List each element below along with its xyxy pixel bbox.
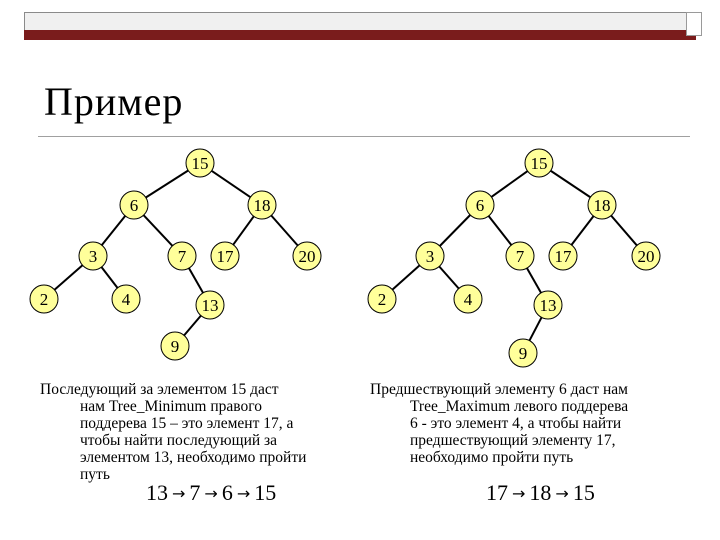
tree-node-label: 9 xyxy=(170,337,180,356)
tree-node-label: 9 xyxy=(518,344,528,363)
tree-edge xyxy=(144,215,173,246)
tree-node-label: 13 xyxy=(539,296,557,315)
tree-node-label: 3 xyxy=(425,247,435,266)
right-line-3: предшествующий элементу 17, xyxy=(410,432,616,449)
tree-edge xyxy=(611,216,637,246)
tree-edge xyxy=(439,266,458,288)
tree-node-label: 20 xyxy=(637,247,655,266)
tree-node-label: 2 xyxy=(39,290,49,309)
tree-edge xyxy=(271,215,297,245)
right-line-4: необходимо пройти путь xyxy=(410,449,574,466)
right-path-step-0: 17 xyxy=(486,480,508,505)
tree-edge xyxy=(146,171,188,198)
right-path-step-1: 18 xyxy=(529,480,552,505)
tree-node-label: 17 xyxy=(554,247,572,266)
tree-node-label: 18 xyxy=(593,196,611,215)
left-line-5: путь xyxy=(80,466,110,483)
tree-edge xyxy=(102,216,125,245)
left-path-step-0: 13 xyxy=(146,480,168,505)
tree-node-label: 3 xyxy=(88,247,98,266)
tree-edge xyxy=(529,317,541,340)
right-line-0: Предшествующий элементу 6 даст нам xyxy=(370,381,628,398)
tree-edge xyxy=(551,171,591,197)
left-path-step-2: 6 xyxy=(221,480,233,505)
tree-node-label: 13 xyxy=(201,296,219,315)
left-line-0: Последующий за элементом 15 даст xyxy=(40,381,279,398)
tree-edge xyxy=(489,216,512,245)
tree-edge xyxy=(184,316,201,336)
tree-edge xyxy=(392,265,419,289)
left-description xyxy=(40,381,360,483)
left-line-4: элементом 13, необходимо пройти xyxy=(80,449,307,466)
left-line-3: чтобы найти последующий за xyxy=(80,432,278,449)
tree-node-label: 6 xyxy=(475,196,485,215)
tree-edge xyxy=(491,171,527,197)
tree-node-label: 15 xyxy=(530,154,548,173)
arrow-icon: → xyxy=(512,484,526,503)
tree-node-label: 2 xyxy=(377,290,387,309)
tree-edge xyxy=(102,267,118,288)
right-path xyxy=(486,480,595,506)
right-description xyxy=(370,381,690,466)
tree-node-label: 15 xyxy=(191,154,209,173)
tree-edge xyxy=(212,171,251,197)
right-path-step-2: 15 xyxy=(572,480,595,505)
right-line-1: Tree_Maximum левого поддерева xyxy=(410,398,629,415)
tree-node-label: 4 xyxy=(121,290,131,309)
tree-edge xyxy=(572,216,594,245)
tree-node-label: 7 xyxy=(515,247,525,266)
left-line-1: нам Tree_Minimum правого xyxy=(80,398,262,415)
left-path xyxy=(146,480,276,506)
tree-edge xyxy=(189,268,203,293)
tree-node-label: 7 xyxy=(177,247,187,266)
tree-node-label: 18 xyxy=(253,196,271,215)
arrow-icon: → xyxy=(555,484,569,503)
left-path-step-1: 7 xyxy=(189,480,201,505)
tree-node-label: 4 xyxy=(463,290,473,309)
arrow-icon: → xyxy=(236,484,251,503)
tree-edge xyxy=(55,265,83,290)
left-tree xyxy=(30,149,321,360)
right-tree xyxy=(368,149,660,367)
left-path-step-3: 15 xyxy=(254,480,277,505)
arrow-icon: → xyxy=(204,484,218,503)
arrow-icon: → xyxy=(172,484,186,503)
right-line-2: 6 - это элемент 4, а чтобы найти xyxy=(410,415,622,432)
tree-node-label: 20 xyxy=(298,247,316,266)
tree-edge xyxy=(233,216,254,244)
tree-node-label: 17 xyxy=(216,247,234,266)
tree-node-label: 6 xyxy=(129,196,139,215)
tree-edge xyxy=(527,268,541,293)
tree-edge xyxy=(440,215,470,246)
left-line-2: поддерева 15 – это элемент 17, а xyxy=(80,415,294,432)
slide-title: Пример xyxy=(44,79,184,124)
